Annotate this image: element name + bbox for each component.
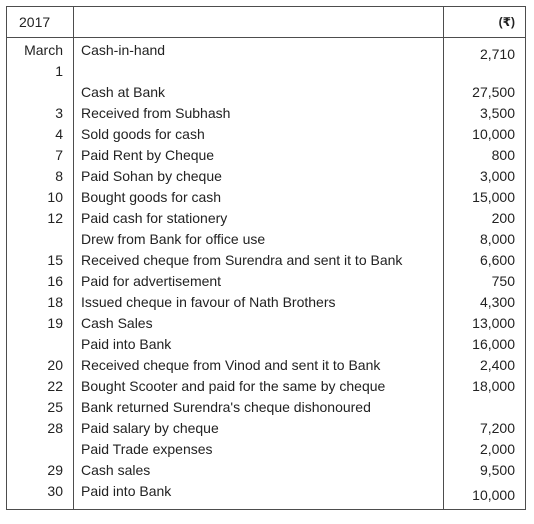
row-amount: 800 — [491, 147, 515, 163]
row-date: 30 — [47, 483, 63, 499]
row-date: 10 — [47, 189, 63, 205]
row-particulars: Sold goods for cash — [81, 126, 205, 142]
row-particulars: Received from Subhash — [81, 105, 231, 121]
row-particulars: Received cheque from Vinod and sent it to Bank — [81, 357, 381, 373]
row-amount: 13,000 — [472, 315, 515, 331]
transactions-table — [6, 6, 526, 510]
row-date: 3 — [55, 105, 63, 121]
row-amount: 4,300 — [479, 294, 515, 310]
row-amount: 3,500 — [479, 105, 515, 121]
row-amount: 15,000 — [472, 189, 515, 205]
row-particulars: Bought goods for cash — [81, 189, 222, 205]
row-particulars: Paid into Bank — [81, 336, 172, 352]
row-date: 15 — [47, 252, 63, 268]
row-particulars: Received cheque from Surendra and sent it to Bank — [81, 252, 403, 268]
row-particulars: Paid salary by cheque — [81, 420, 219, 436]
row-amount: 750 — [491, 273, 515, 289]
row-date: 20 — [47, 357, 63, 373]
row-amount: 3,000 — [479, 168, 515, 184]
row-particulars: Cash-in-hand — [81, 42, 166, 58]
row-particulars: Bank returned Surendra's cheque dishonoured — [81, 399, 371, 415]
row-amount: 18,000 — [472, 378, 515, 394]
row-particulars: Drew from Bank for office use — [81, 231, 266, 247]
row-particulars: Paid Trade expenses — [81, 441, 213, 457]
row-particulars: Cash sales — [81, 462, 151, 478]
row-particulars: Issued cheque in favour of Nath Brothers — [81, 294, 336, 310]
row-amount: 10,000 — [472, 487, 515, 503]
row-date: 1 — [55, 63, 63, 79]
row-amount: 6,600 — [479, 252, 515, 268]
row-particulars: Paid into Bank — [81, 483, 172, 499]
row-amount: 16,000 — [472, 336, 515, 352]
row-particulars: Cash Sales — [81, 315, 153, 331]
row-particulars: Cash at Bank — [81, 84, 166, 100]
row-amount: 10,000 — [472, 126, 515, 142]
row-date: 4 — [55, 126, 63, 142]
header-divider — [7, 37, 525, 38]
row-date: 18 — [47, 294, 63, 310]
row-date: 19 — [47, 315, 63, 331]
year-header: 2017 — [19, 14, 51, 30]
currency-header: (₹) — [498, 15, 515, 29]
row-particulars: Bought Scooter and paid for the same by cheque — [81, 378, 386, 394]
row-particulars: Paid Sohan by cheque — [81, 168, 222, 184]
row-date: 12 — [47, 210, 63, 226]
row-date: 8 — [55, 168, 63, 184]
row-particulars: Paid Rent by Cheque — [81, 147, 215, 163]
row-amount: 27,500 — [472, 84, 515, 100]
row-date: 29 — [47, 462, 63, 478]
row-amount: 200 — [491, 210, 515, 226]
row-amount: 2,000 — [479, 441, 515, 457]
row-amount: 7,200 — [479, 420, 515, 436]
row-date: March — [24, 42, 63, 58]
amount-column-divider — [443, 7, 444, 509]
row-date: 25 — [47, 399, 63, 415]
date-column-divider — [73, 7, 74, 509]
row-date: 28 — [47, 420, 63, 436]
row-amount: 9,500 — [479, 462, 515, 478]
row-amount: 8,000 — [479, 231, 515, 247]
row-amount: 2,400 — [479, 357, 515, 373]
row-date: 7 — [55, 147, 63, 163]
row-particulars: Paid for advertisement — [81, 273, 222, 289]
row-date: 22 — [47, 378, 63, 394]
row-date: 16 — [47, 273, 63, 289]
row-particulars: Paid cash for stationery — [81, 210, 228, 226]
row-amount: 2,710 — [479, 46, 515, 62]
